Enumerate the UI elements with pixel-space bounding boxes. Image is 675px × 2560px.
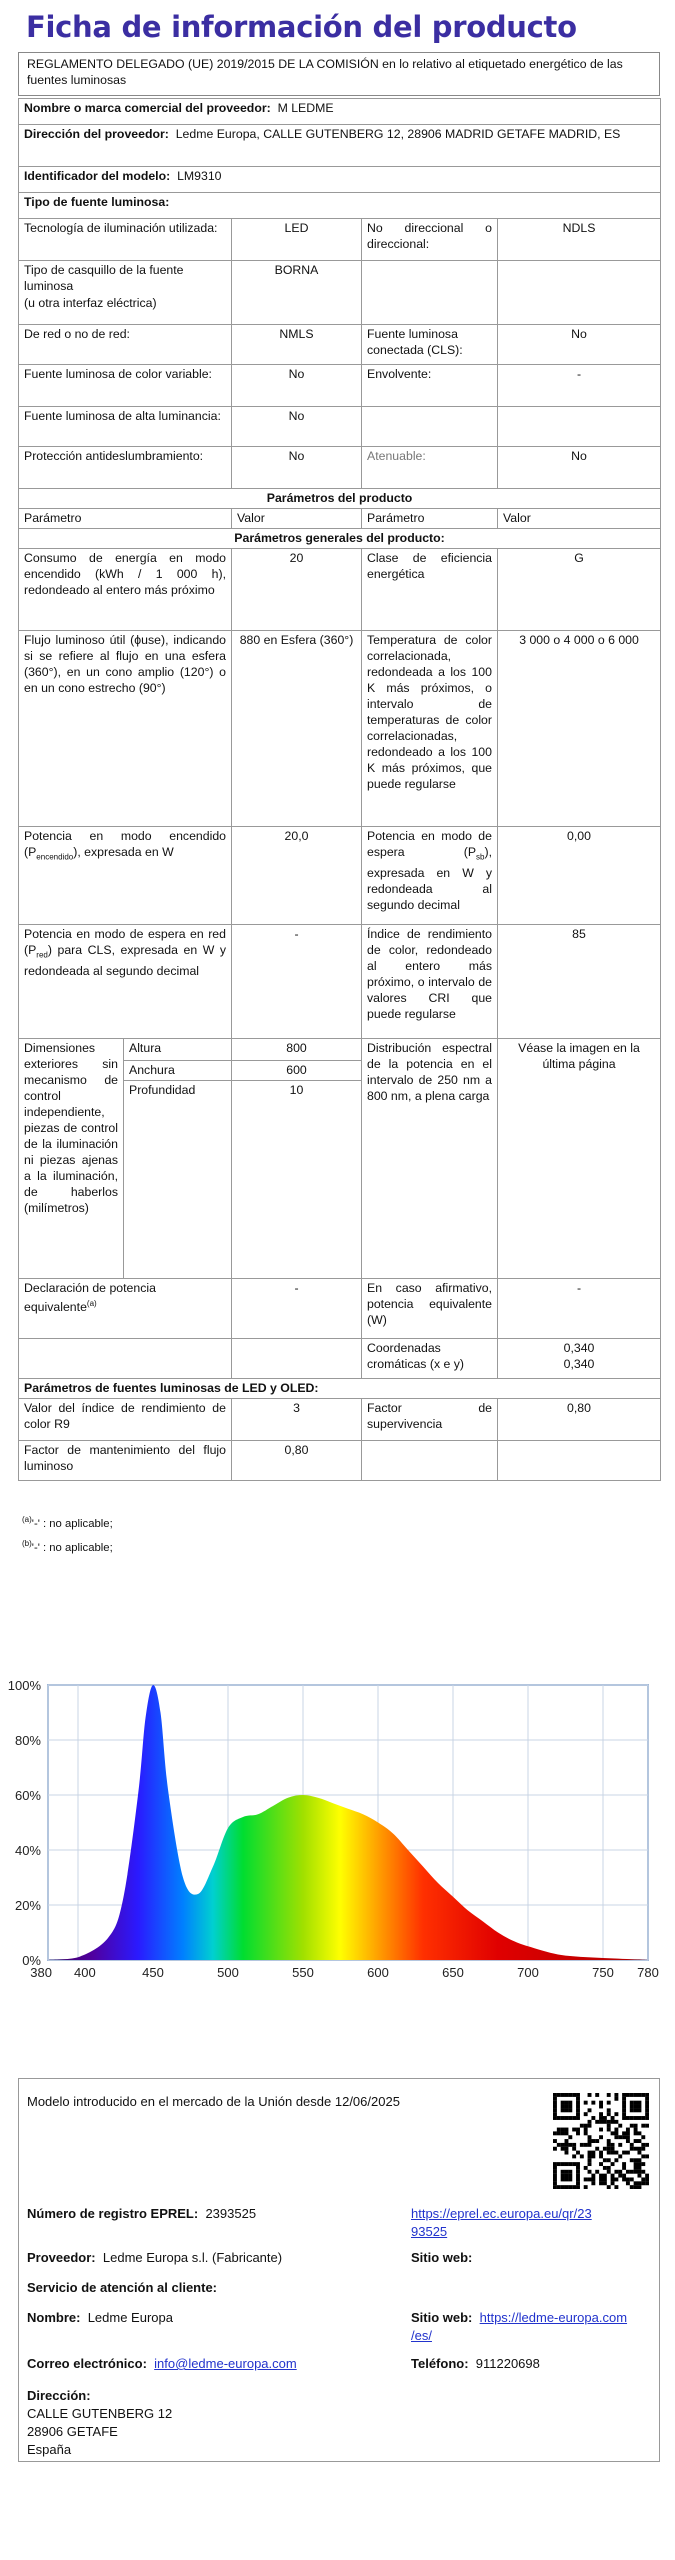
eprel-reg: Número de registro EPREL: 2393525 — [27, 2206, 257, 2221]
height-label: Altura — [124, 1039, 232, 1061]
col-param-1: Parámetro — [19, 509, 232, 529]
col-value-1: Valor — [232, 509, 362, 529]
energy-consumption-value: 20 — [232, 549, 362, 631]
lumen-maintenance-value: 0,80 — [232, 1441, 362, 1481]
x-tick-label: 400 — [74, 1965, 96, 1980]
high-luminance-value: No — [232, 407, 362, 447]
market-date-text: Modelo introducido en el mercado de la Unión desde 12/06/2025 — [27, 2094, 400, 2109]
on-power-value: 20,0 — [232, 827, 362, 925]
equivalent-power-label: Declaración de potencia equivalente$^{(a)}$ — [19, 1279, 232, 1339]
address-line: España — [27, 2442, 72, 2457]
eprel-link-2[interactable]: 93525 — [411, 2224, 448, 2239]
x-tick-label: 500 — [217, 1965, 239, 1980]
supplier-address-row: Dirección del proveedor: Ledme Europa, CALLE GUTENBERG 12, 28906 MADRID GETAFE MADRID, ES — [19, 125, 661, 167]
supplier-address-value: Ledme Europa, CALLE GUTENBERG 12, 28906 MADRID GETAFE MADRID, ES — [175, 127, 621, 141]
efficiency-class-value: G — [498, 549, 661, 631]
general-params-heading: Parámetros generales del producto: — [19, 529, 661, 549]
website2-row: Sitio web: https://ledme-europa.com /es/ — [411, 2310, 628, 2343]
y-tick-label: 0% — [22, 1953, 41, 1968]
eprel-link-1[interactable]: https://eprel.ec.europa.eu/qr/23 — [411, 2206, 592, 2221]
technology-value: LED — [232, 219, 362, 261]
x-tick-label: 450 — [142, 1965, 164, 1980]
y-tick-label: 20% — [14, 1898, 41, 1913]
if-yes-power-label: En caso afirmativo, potencia equivalente (W) — [362, 1279, 498, 1339]
x-tick-label: 650 — [442, 1965, 464, 1980]
directional-label: No direccional o direccional: — [362, 219, 498, 261]
envelope-label: Envolvente: — [362, 365, 498, 407]
supplier-row: Proveedor: Ledme Europa s.l. (Fabricante) — [27, 2250, 283, 2265]
regulation-box: REGLAMENTO DELEGADO (UE) 2019/2015 DE LA COMISIÓN en lo relativo al etiquetado energético de las fuentes luminosas — [18, 52, 660, 96]
dimmable-label: Atenuable: — [362, 447, 498, 489]
y-tick-label: 80% — [14, 1733, 41, 1748]
qr-code-icon[interactable] — [553, 2093, 649, 2189]
dimmable-value: No — [498, 447, 661, 489]
on-power-label: Potencia en modo encendido $(P_{encendido})$, expresada en W — [19, 827, 232, 925]
r9-label: Valor del índice de rendimiento de color R9 — [19, 1399, 232, 1441]
survival-value: 0,80 — [498, 1399, 661, 1441]
params-heading: Parámetros del producto — [19, 489, 661, 509]
envelope-value: - — [498, 365, 661, 407]
dimensions-label: Dimensiones exteriores sin mecanismo de control independiente, piezas de control de la iluminación ni piezas ajenas a la iluminación, de haberlos (milímetros) — [19, 1039, 124, 1279]
high-luminance-label: Fuente luminosa de alta luminancia: — [19, 407, 232, 447]
footnote-b: $^{(b)}$'-' : no aplicable; — [22, 1538, 113, 1554]
spectral-label: Distribución espectral de la potencia en el intervalo de 250 nm a 800 nm, a plena carga — [362, 1039, 498, 1279]
supplier-name-row: Nombre o marca comercial del proveedor: M LEDME — [19, 99, 661, 125]
spectral-chart-svg — [0, 1665, 675, 1995]
connected-label: Fuente luminosa conectada (CLS): — [362, 325, 498, 365]
address-line: CALLE GUTENBERG 12 — [27, 2406, 173, 2421]
mains-label: De red o no de red: — [19, 325, 232, 365]
eprel-link[interactable] — [411, 2205, 592, 2241]
cap-type-value: BORNA — [232, 261, 362, 325]
chromaticity-label: Coordenadas cromáticas (x e y) — [362, 1339, 498, 1379]
luminous-flux-value: 880 en Esfera (360°) — [232, 631, 362, 827]
footnotes — [22, 1510, 113, 1558]
led-params-heading: Parámetros de fuentes luminosas de LED y OLED: — [19, 1379, 661, 1399]
model-id-row: Identificador del modelo: LM9310 — [19, 167, 661, 193]
lumen-maintenance-label: Factor de mantenimiento del flujo luminoso — [19, 1441, 232, 1481]
width-value: 600 — [232, 1061, 362, 1081]
survival-label: Factor de supervivencia — [362, 1399, 498, 1441]
cct-label: Temperatura de color correlacionada, redondeada a los 100 K más próximos, o intervalo de temperaturas de color correlacionadas, redondeado a los 100 K más próximos, que puede regularse — [362, 631, 498, 827]
r9-value: 3 — [232, 1399, 362, 1441]
anti-glare-label: Protección antideslumbramiento: — [19, 447, 232, 489]
height-value: 800 — [232, 1039, 362, 1061]
cap-type-label: Tipo de casquillo de la fuente luminosa (u otra interfaz eléctrica) — [19, 261, 232, 325]
eprel-reg-value: 2393525 — [205, 2206, 257, 2221]
y-tick-label: 60% — [14, 1788, 41, 1803]
y-tick-label: 40% — [14, 1843, 41, 1858]
name-row: Nombre: Ledme Europa — [27, 2310, 173, 2325]
customer-service-label: Servicio de atención al cliente: — [27, 2280, 218, 2295]
address-line: 28906 GETAFE — [27, 2424, 118, 2439]
depth-value: 10 — [232, 1081, 362, 1279]
eprel-box — [18, 2078, 660, 2462]
x-tick-label: 780 — [637, 1965, 659, 1980]
name-value: Ledme Europa — [87, 2310, 173, 2325]
footnote-a: $^{(a)}$'-' : no aplicable; — [22, 1515, 113, 1530]
technology-label: Tecnología de iluminación utilizada: — [19, 219, 232, 261]
supplier-value: Ledme Europa s.l. (Fabricante) — [102, 2250, 283, 2265]
anti-glare-value: No — [232, 447, 362, 489]
address-label: Dirección: — [27, 2388, 91, 2403]
x-tick-label: 550 — [292, 1965, 314, 1980]
address-block — [27, 2405, 172, 2459]
x-tick-label: 600 — [367, 1965, 389, 1980]
mains-value: NMLS — [232, 325, 362, 365]
spectral-chart — [0, 1665, 675, 1995]
if-yes-power-value: - — [498, 1279, 661, 1339]
page-title: Ficha de información del producto — [26, 10, 577, 44]
email-link[interactable]: info@ledme-europa.com — [154, 2356, 297, 2371]
y-tick-label: 100% — [7, 1678, 41, 1693]
col-value-2: Valor — [498, 509, 661, 529]
col-param-2: Parámetro — [362, 509, 498, 529]
website-link-1[interactable]: https://ledme-europa.com — [479, 2310, 628, 2325]
color-tunable-value: No — [232, 365, 362, 407]
efficiency-class-label: Clase de eficiencia energética — [362, 549, 498, 631]
chromaticity-value: 0,340 0,340 — [498, 1339, 661, 1379]
spectral-value: Véase la imagen en la última página — [498, 1039, 661, 1279]
energy-consumption-label: Consumo de energía en modo encendido (kWh / 1 000 h), redondeado al entero más próximo — [19, 549, 232, 631]
product-table — [18, 98, 661, 1481]
phone-value: 911220698 — [475, 2356, 540, 2371]
standby-power-value: 0,00 — [498, 827, 661, 925]
width-label: Anchura — [124, 1061, 232, 1081]
cct-value: 3 000 o 4 000 o 6 000 — [498, 631, 661, 827]
cri-label: Índice de rendimiento de color, redondeado al entero más próximo, o intervalo de valores CRI que puede regularse — [362, 925, 498, 1039]
light-source-heading: Tipo de fuente luminosa: — [19, 193, 661, 219]
x-tick-label: 750 — [592, 1965, 614, 1980]
model-id-value: LM9310 — [177, 169, 222, 183]
luminous-flux-label: Flujo luminoso útil (ϕuse), indicando si se refiere al flujo en una esfera (360°), en un cono amplio (120°) o en un cono estrecho (90°) — [19, 631, 232, 827]
network-standby-label: Potencia en modo de espera en red $(P_{red})$ para CLS, expresada en W y redondeada al segundo decimal — [19, 925, 232, 1039]
x-tick-label: 700 — [517, 1965, 539, 1980]
x-tick-label: 380 — [30, 1965, 52, 1980]
network-standby-value: - — [232, 925, 362, 1039]
equivalent-power-value: - — [232, 1279, 362, 1339]
email-row: Correo electrónico: info@ledme-europa.com — [27, 2356, 297, 2371]
standby-power-label: Potencia en modo de espera $(P_{sb})$, expresada en W y redondeada al segundo decimal — [362, 827, 498, 925]
website-label: Sitio web: — [411, 2250, 473, 2265]
directional-value: NDLS — [498, 219, 661, 261]
color-tunable-label: Fuente luminosa de color variable: — [19, 365, 232, 407]
connected-value: No — [498, 325, 661, 365]
phone-row: Teléfono: 911220698 — [411, 2356, 540, 2371]
website-link-2[interactable]: /es/ — [411, 2328, 432, 2343]
supplier-name-value: M LEDME — [277, 101, 334, 115]
depth-label: Profundidad — [124, 1081, 232, 1279]
cri-value: 85 — [498, 925, 661, 1039]
